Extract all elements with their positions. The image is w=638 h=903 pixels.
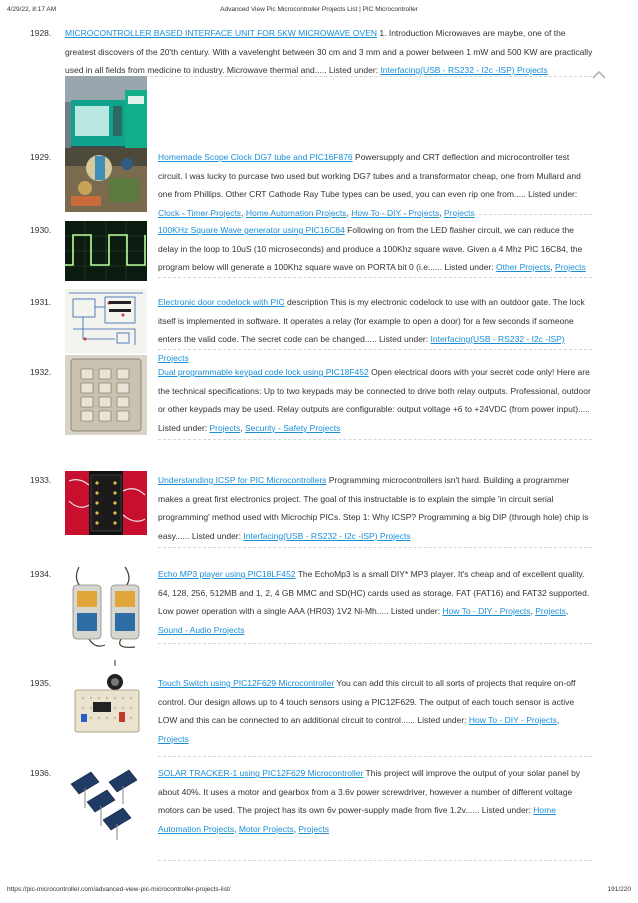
entry-text (158, 293, 592, 367)
print-url: https://pic-microcontroller.com/advanced-view-pic-microcontroller-projects-list/ (7, 886, 231, 893)
entry-number: 1936. (30, 768, 52, 778)
entry-description: Powersupply and CRT deflection and microcontroller test circuit. I was lucky to purcase two used but working DG7 tubes and a transformator cheap, one from Mullard and one from Phillips. Other CRT Cathode Ray Tube types can be used, you can even rip one from..... Listed under: (158, 152, 581, 199)
project-link[interactable]: Touch Switch using PIC12F629 Microcontroller (158, 678, 335, 688)
category-link[interactable]: Projects (158, 733, 189, 744)
project-link[interactable]: Electronic door codelock with PIC (158, 297, 285, 307)
entry-text: Touch Switch using PIC12F629 Microcontroller You can add this circuit to all sorts of projects that require on-off control. Our design allows up to 4 touch sensors using a PIC12F629. The output of each touch sensor is active LOW and this can be connected to an additional circuit to control...... Listed under: How To - DIY - Projects, Projects (158, 678, 576, 744)
project-thumbnail (65, 289, 147, 353)
entry-number: 1931. (30, 297, 52, 307)
project-thumbnail (65, 148, 147, 212)
category-link[interactable]: Clock - Timer Projects (158, 207, 242, 218)
project-link[interactable]: SOLAR TRACKER-1 using PIC12F629 Microcontroller (158, 768, 364, 778)
entry-number: 1932. (30, 367, 52, 377)
project-link[interactable]: Homemade Scope Clock DG7 tube and PIC16F876 (158, 152, 353, 162)
project-link[interactable]: Dual programmable keypad code lock using PIC18F452 (158, 367, 369, 377)
entry-description: This project will improve the output of your solar panel by about 40%. It uses a motor and gearbox from a 3.6v power screwdriver, however a number of different voltage motors can be used. The project has its own 6v power-supply made from five 1.2v...... Listed under: (158, 768, 581, 815)
project-link[interactable]: Echo MP3 player using PIC18LF452 (158, 569, 296, 579)
entry-description: Following on from the LED flasher circuit, we can reduce the delay in the loop to 10uS (10 microseconds) and produce a 100Khz square wave. Given a 4 Mhz PIC 16C84, the program below will generate a 100Khz square wave on PORTA bit 0 (i.e...... Listed under: (158, 225, 583, 272)
print-header (0, 6, 638, 18)
entry-description: Programming microcontrollers isn't hard. Building a programmer makes a great first electronics project. The goal of this instructable is to explain the simple 'in circuit serial programming' method used with Microchip PICs. Step 1: Why ICSP? Programming a big DIP (through hole) chip is easy...... Listed under: (158, 475, 589, 541)
entry-number: 1933. (30, 475, 52, 485)
entry-text (158, 471, 592, 545)
entry-description: You can add this circuit to all sorts of projects that require on-off control. Our design allows up to 4 touch sensors using a PIC12F629. The output of each touch sensor is active LOW and this can be connected to an additional circuit to control...... Listed under: (158, 678, 576, 725)
category-link[interactable]: Projects (444, 207, 475, 218)
print-page-title: Advanced View Pic Microcontroller Projects List | PIC Microcontroller (220, 6, 418, 13)
project-thumbnail (65, 656, 147, 736)
entry-separator (158, 214, 592, 215)
category-link[interactable]: Interfacing(USB - RS232 - I2c -ISP) Projects (158, 334, 565, 363)
entry-description: description This is my electronic codelock to use with an outdoor gate. The lock itself is implemented in software. It operates a relay (for example to open a door) for a few seconds if someone enters the valid code. The secret code can be changed..... Listed under: (158, 297, 585, 344)
category-link[interactable]: Interfacing(USB - RS232 - I2c -ISP) Projects (243, 530, 411, 541)
category-link[interactable]: Home Automation Projects (245, 207, 347, 218)
entry-separator (158, 439, 592, 440)
entry-description: The EchoMp3 is a small DIY* MP3 player. It's cheap and of excellent quality. 64, 128, 256, 512MB and 1, 2, 4 GB MMC and SD(HC) cards used as storage. FAT (FAT16) and FAT32 supported. Low power operation with a single AAA (HR03) 1V2 Ni-Mh..... Listed under: (158, 569, 590, 616)
entry-separator (158, 860, 592, 861)
category-link[interactable]: Interfacing(USB - RS232 - I2c -ISP) Projects (380, 65, 548, 75)
category-link[interactable]: Home Automation Projects (158, 805, 556, 834)
entry-number: 1934. (30, 569, 52, 579)
entry-number: 1930. (30, 225, 52, 235)
project-thumbnail (65, 221, 147, 281)
category-link[interactable]: Projects (535, 606, 566, 616)
entry-separator (158, 547, 592, 548)
entry-text: Echo MP3 player using PIC18LF452 The EchoMp3 is a small DIY* MP3 player. It's cheap and of excellent quality. 64, 128, 256, 512MB and 1, 2, 4 GB MMC and SD(HC) cards used as storage. FAT (FAT16) and FAT32 supported. Low power operation with a single AAA (HR03) 1V2 Ni-Mh..... Listed under: How To - DIY - Projects, Projects, Sound - Audio Projects (158, 569, 590, 635)
entry-number: 1928. (30, 28, 52, 38)
category-link[interactable]: Projects (298, 823, 330, 834)
project-thumbnail (65, 355, 147, 435)
entry-number: 1935. (30, 678, 52, 688)
category-link[interactable]: Projects (555, 262, 586, 272)
entry-number: 1929. (30, 152, 52, 162)
entry-description: Open electrical doors with your secret code only! Here are the technical specifications: Up to two keypads may be connected to drive both relay outputs. Professional, outdoor or other keypads may be used. Relay outputs are configurable: output voltage +6 to +24VDC (from power input)..... Listed under: (158, 367, 591, 433)
entry-text (65, 24, 595, 80)
print-footer (0, 886, 638, 898)
entry-separator (158, 756, 592, 757)
entry-description: 1. Introduction Microwaves are maybe, one of the greatest discovers of the 20'th century. With a vavelenght between 30 cm and 3 mm and a power between 1 mW and 500 KW are practically used in all fields from medicine to industry. Microwave thermal and..... Listed under: (65, 28, 593, 75)
entry-text: 100KHz Square Wave generator using PIC16C84 Following on from the LED flasher circuit, we can reduce the delay in the loop to 10uS (10 microseconds) and produce a 100Khz square wave. Given a 4 Mhz PIC 16C84, the program below will generate a 100Khz square wave on PORTA bit 0 (i.e...... Listed under: Other Projects, Projects (158, 225, 586, 272)
entry-text: Homemade Scope Clock DG7 tube and PIC16F876 Powersupply and CRT deflection and microcontroller test circuit. I was lucky to purcase two used but working DG7 tubes and a transformator cheap, one from Mullard and one from Phillips. Other CRT Cathode Ray Tube types can be used, you can even rip one from..... Listed under: Clock - Timer Projects, Home Automation Projects, How To - DIY - Projects, Projects (158, 152, 581, 218)
print-datetime: 4/29/22, 8:17 AM (7, 6, 57, 13)
category-link[interactable]: Projects (209, 422, 241, 433)
entry-separator (158, 277, 592, 278)
chevron-up-icon[interactable] (590, 68, 608, 82)
entry-text: Dual programmable keypad code lock using PIC18F452 Open electrical doors with your secret code only! Here are the technical specifications: Up to two keypads may be connected to drive both relay outputs. Professional, outdoor or other keypads may be used. Relay outputs are configurable: output voltage +6 to +24VDC (from power input)..... Listed under: Projects, Security - Safety Projects (158, 367, 591, 433)
entry-separator (158, 349, 592, 350)
category-link[interactable]: Security - Safety Projects (244, 422, 341, 433)
project-link[interactable]: 100KHz Square Wave generator using PIC16C84 (158, 225, 345, 235)
category-link[interactable]: Sound - Audio Projects (158, 624, 245, 635)
project-link[interactable]: MICROCONTROLLER BASED INTERFACE UNIT FOR 5KW MICROWAVE OVEN (65, 28, 378, 38)
project-thumbnail (65, 764, 147, 842)
print-page-number: 191/220 (607, 886, 631, 893)
project-thumbnail (65, 471, 147, 535)
category-link[interactable]: How To - DIY - Projects (442, 606, 531, 616)
category-link[interactable]: Motor Projects (238, 823, 294, 834)
project-thumbnail (65, 565, 147, 649)
entry-separator (158, 643, 592, 644)
project-link[interactable]: Understanding ICSP for PIC Microcontrollers (158, 475, 327, 485)
category-link[interactable]: How To - DIY - Projects (351, 207, 440, 218)
entry-text: SOLAR TRACKER-1 using PIC12F629 Microcontroller This project will improve the output of your solar panel by about 40%. It uses a motor and gearbox from a 3.6v power screwdriver, however a number of different voltage motors can be used. The project has its own 6v power-supply made from five 1.2v...... Listed under: Home Automation Projects, Motor Projects, Projects (158, 768, 581, 834)
category-link[interactable]: Other Projects (495, 262, 551, 272)
category-link[interactable]: How To - DIY - Projects (468, 715, 557, 725)
